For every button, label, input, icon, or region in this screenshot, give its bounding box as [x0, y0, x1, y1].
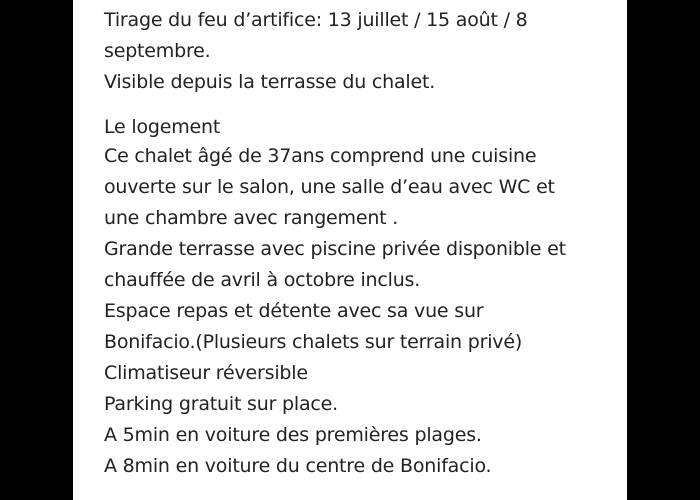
- description-line: septembre.: [104, 40, 211, 62]
- description-line: A 8min en voiture du centre de Bonifacio.: [104, 455, 492, 477]
- description-text: [104, 0, 619, 482]
- section-heading: Le logement: [104, 116, 221, 138]
- paragraph-gap: [104, 98, 619, 114]
- description-line: une chambre avec rangement .: [104, 207, 399, 229]
- description-line: Grande terrasse avec piscine privée disponible et: [104, 238, 566, 260]
- description-line: chauffée de avril à octobre inclus.: [104, 269, 421, 291]
- description-line: A 5min en voiture des premières plages.: [104, 424, 482, 446]
- description-line: Espace repas et détente avec sa vue sur: [104, 300, 484, 322]
- description-line: ouverte sur le salon, une salle d’eau avec WC et: [104, 176, 555, 198]
- description-line: Ce chalet âgé de 37ans comprend une cuisine: [104, 145, 537, 167]
- description-line: Bonifacio.(Plusieurs chalets sur terrain privé): [104, 331, 523, 353]
- description-line: Visible depuis la terrasse du chalet.: [104, 71, 436, 93]
- description-line: Parking gratuit sur place.: [104, 393, 339, 415]
- listing-description-panel: [73, 0, 627, 500]
- description-line: Tirage du feu d’artifice: 13 juillet / 15 août / 8: [104, 9, 528, 31]
- description-line: Climatiseur réversible: [104, 362, 308, 384]
